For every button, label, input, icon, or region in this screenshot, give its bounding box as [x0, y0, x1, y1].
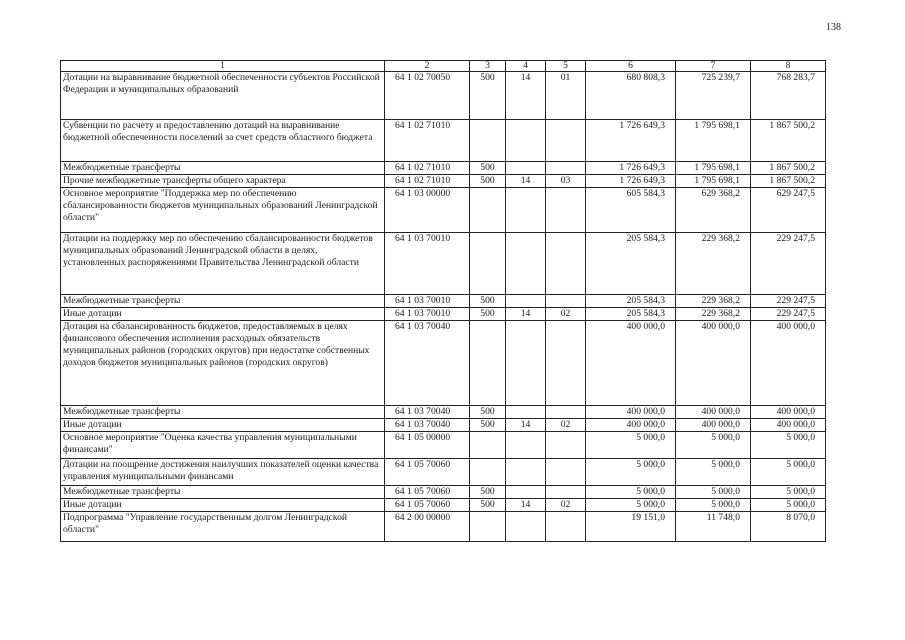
row-vr-cell — [470, 321, 506, 406]
row-rz-cell — [506, 406, 546, 419]
row-value-cell: 1 867 500,2 — [751, 120, 826, 162]
row-value-cell: 5 000,0 — [586, 432, 676, 459]
row-vr-cell: 500 — [470, 486, 506, 499]
row-code-cell: 64 1 05 00000 — [385, 432, 470, 459]
row-rz-cell — [506, 486, 546, 499]
row-value-cell: 5 000,0 — [676, 459, 751, 486]
row-rz-cell: 14 — [506, 72, 546, 120]
row-value-cell: 400 000,0 — [751, 321, 826, 406]
row-code-cell: 64 1 03 70040 — [385, 406, 470, 419]
row-pr-cell — [546, 486, 586, 499]
row-value-cell: 5 000,0 — [751, 499, 826, 512]
table-row — [61, 233, 826, 295]
row-pr-cell: 01 — [546, 72, 586, 120]
row-value-cell: 229 247,5 — [751, 308, 826, 321]
header-cell: 1 — [61, 61, 385, 72]
row-value-cell: 205 584,3 — [586, 295, 676, 308]
row-value-cell: 5 000,0 — [586, 499, 676, 512]
row-value-cell: 5 000,0 — [676, 499, 751, 512]
row-name-cell: Подпрограмма "Управление государственным долгом Ленинградской области" — [61, 512, 385, 542]
row-value-cell: 205 584,3 — [586, 308, 676, 321]
row-name-cell: Межбюджетные трансферты — [61, 486, 385, 499]
table-row — [61, 486, 826, 499]
row-pr-cell — [546, 120, 586, 162]
row-code-cell: 64 1 03 70040 — [385, 321, 470, 406]
row-vr-cell — [470, 188, 506, 233]
row-value-cell: 5 000,0 — [676, 432, 751, 459]
row-pr-cell: 02 — [546, 499, 586, 512]
row-name-cell: Дотации на поддержку мер по обеспечению сбалансированности бюджетов муниципальных образований Ленинградской области в целях, установленных распоряжениями Правительства Ленинградской области — [61, 233, 385, 295]
row-name-cell: Дотация на сбалансированность бюджетов, предоставляемых в целях финансового обеспечения исполнения расходных обязательств муниципальных районов (городских округов) при недостатке собственных доходов бюджетов муниципальных районов (городских округов) — [61, 321, 385, 406]
row-vr-cell — [470, 233, 506, 295]
row-value-cell: 400 000,0 — [751, 406, 826, 419]
table-row — [61, 321, 826, 406]
row-rz-cell — [506, 432, 546, 459]
row-code-cell: 64 1 02 71010 — [385, 162, 470, 175]
row-name-cell: Иные дотации — [61, 308, 385, 321]
row-rz-cell — [506, 162, 546, 175]
row-name-cell: Прочие межбюджетные трансферты общего характера — [61, 175, 385, 188]
row-value-cell: 5 000,0 — [586, 459, 676, 486]
budget-table — [60, 60, 826, 542]
row-value-cell: 1 726 649,3 — [586, 175, 676, 188]
row-vr-cell: 500 — [470, 72, 506, 120]
table-row — [61, 308, 826, 321]
row-name-cell: Основное мероприятие "Поддержка мер по обеспечению сбалансированности бюджетов муниципальных образований Ленинградской области" — [61, 188, 385, 233]
table-row — [61, 419, 826, 432]
row-code-cell: 64 1 02 71010 — [385, 175, 470, 188]
header-cell: 5 — [546, 61, 586, 72]
row-code-cell: 64 1 03 70010 — [385, 295, 470, 308]
row-rz-cell — [506, 188, 546, 233]
row-pr-cell — [546, 233, 586, 295]
row-value-cell: 229 368,2 — [676, 308, 751, 321]
row-rz-cell: 14 — [506, 308, 546, 321]
table-row — [61, 295, 826, 308]
header-cell: 7 — [676, 61, 751, 72]
header-cell: 2 — [385, 61, 470, 72]
row-value-cell: 768 283,7 — [751, 72, 826, 120]
row-value-cell: 1 726 649,3 — [586, 120, 676, 162]
row-value-cell: 229 368,2 — [676, 295, 751, 308]
row-vr-cell: 500 — [470, 175, 506, 188]
row-pr-cell — [546, 188, 586, 233]
table-row — [61, 499, 826, 512]
row-name-cell: Основное мероприятие "Оценка качества управления муниципальными финансами" — [61, 432, 385, 459]
row-value-cell: 680 808,3 — [586, 72, 676, 120]
row-name-cell: Иные дотации — [61, 419, 385, 432]
row-code-cell: 64 1 02 70050 — [385, 72, 470, 120]
row-name-cell: Дотации на выравнивание бюджетной обеспеченности субъектов Российской Федерации и муниципальных образований — [61, 72, 385, 120]
row-pr-cell: 02 — [546, 308, 586, 321]
row-value-cell: 400 000,0 — [676, 419, 751, 432]
row-value-cell: 400 000,0 — [586, 419, 676, 432]
table-row — [61, 406, 826, 419]
row-value-cell: 5 000,0 — [676, 486, 751, 499]
row-rz-cell — [506, 233, 546, 295]
row-value-cell: 5 000,0 — [751, 459, 826, 486]
row-name-cell: Субвенции по расчету и предоставлению дотаций на выравнивание бюджетной обеспеченности поселений за счет средств областного бюджета — [61, 120, 385, 162]
row-value-cell: 605 584,3 — [586, 188, 676, 233]
row-value-cell: 1 795 698,1 — [676, 120, 751, 162]
row-code-cell: 64 1 05 70060 — [385, 499, 470, 512]
row-code-cell: 64 1 03 70010 — [385, 233, 470, 295]
row-value-cell: 5 000,0 — [586, 486, 676, 499]
row-name-cell: Межбюджетные трансферты — [61, 295, 385, 308]
row-pr-cell — [546, 321, 586, 406]
row-vr-cell — [470, 512, 506, 542]
row-name-cell: Дотации на поощрение достижения наилучших показателей оценки качества управления муниципальными финансами — [61, 459, 385, 486]
row-pr-cell — [546, 432, 586, 459]
table-row — [61, 120, 826, 162]
header-cell: 6 — [586, 61, 676, 72]
row-rz-cell: 14 — [506, 175, 546, 188]
row-value-cell: 5 000,0 — [751, 432, 826, 459]
row-value-cell: 229 368,2 — [676, 233, 751, 295]
table-row — [61, 188, 826, 233]
header-cell: 3 — [470, 61, 506, 72]
header-cell: 8 — [751, 61, 826, 72]
row-value-cell: 1 867 500,2 — [751, 175, 826, 188]
table-row — [61, 432, 826, 459]
row-value-cell: 629 247,5 — [751, 188, 826, 233]
row-value-cell: 19 151,0 — [586, 512, 676, 542]
row-value-cell: 400 000,0 — [676, 406, 751, 419]
row-rz-cell: 14 — [506, 499, 546, 512]
row-value-cell: 725 239,7 — [676, 72, 751, 120]
row-value-cell: 400 000,0 — [676, 321, 751, 406]
row-pr-cell: 02 — [546, 419, 586, 432]
row-rz-cell — [506, 295, 546, 308]
row-pr-cell — [546, 162, 586, 175]
row-code-cell: 64 1 03 70040 — [385, 419, 470, 432]
row-rz-cell — [506, 512, 546, 542]
page-number: 138 — [826, 22, 841, 33]
row-vr-cell — [470, 459, 506, 486]
row-code-cell: 64 1 02 71010 — [385, 120, 470, 162]
row-name-cell: Иные дотации — [61, 499, 385, 512]
row-value-cell: 400 000,0 — [586, 406, 676, 419]
row-rz-cell — [506, 459, 546, 486]
row-value-cell: 5 000,0 — [751, 486, 826, 499]
row-value-cell: 1 726 649,3 — [586, 162, 676, 175]
row-value-cell: 629 368,2 — [676, 188, 751, 233]
row-value-cell: 400 000,0 — [751, 419, 826, 432]
row-code-cell: 64 1 03 70010 — [385, 308, 470, 321]
table-row — [61, 175, 826, 188]
row-code-cell: 64 1 05 70060 — [385, 486, 470, 499]
row-value-cell: 1 867 500,2 — [751, 162, 826, 175]
row-value-cell: 400 000,0 — [586, 321, 676, 406]
table-row — [61, 72, 826, 120]
row-value-cell: 229 247,5 — [751, 233, 826, 295]
row-rz-cell: 14 — [506, 419, 546, 432]
row-value-cell: 8 070,0 — [751, 512, 826, 542]
row-vr-cell: 500 — [470, 162, 506, 175]
header-row — [61, 61, 826, 72]
row-code-cell: 64 1 03 00000 — [385, 188, 470, 233]
table-row — [61, 162, 826, 175]
row-value-cell: 1 795 698,1 — [676, 162, 751, 175]
row-vr-cell: 500 — [470, 295, 506, 308]
row-value-cell: 205 584,3 — [586, 233, 676, 295]
row-rz-cell — [506, 321, 546, 406]
table-row — [61, 459, 826, 486]
header-cell: 4 — [506, 61, 546, 72]
row-pr-cell: 03 — [546, 175, 586, 188]
row-vr-cell: 500 — [470, 499, 506, 512]
row-vr-cell: 500 — [470, 419, 506, 432]
row-value-cell: 11 748,0 — [676, 512, 751, 542]
table-row — [61, 512, 826, 542]
row-code-cell: 64 1 05 70060 — [385, 459, 470, 486]
row-name-cell: Межбюджетные трансферты — [61, 162, 385, 175]
row-pr-cell — [546, 459, 586, 486]
row-value-cell: 1 795 698,1 — [676, 175, 751, 188]
row-pr-cell — [546, 295, 586, 308]
row-rz-cell — [506, 120, 546, 162]
row-value-cell: 229 247,5 — [751, 295, 826, 308]
row-vr-cell — [470, 120, 506, 162]
row-pr-cell — [546, 406, 586, 419]
row-pr-cell — [546, 512, 586, 542]
row-name-cell: Межбюджетные трансферты — [61, 406, 385, 419]
row-code-cell: 64 2 00 00000 — [385, 512, 470, 542]
row-vr-cell: 500 — [470, 308, 506, 321]
row-vr-cell: 500 — [470, 406, 506, 419]
row-vr-cell — [470, 432, 506, 459]
